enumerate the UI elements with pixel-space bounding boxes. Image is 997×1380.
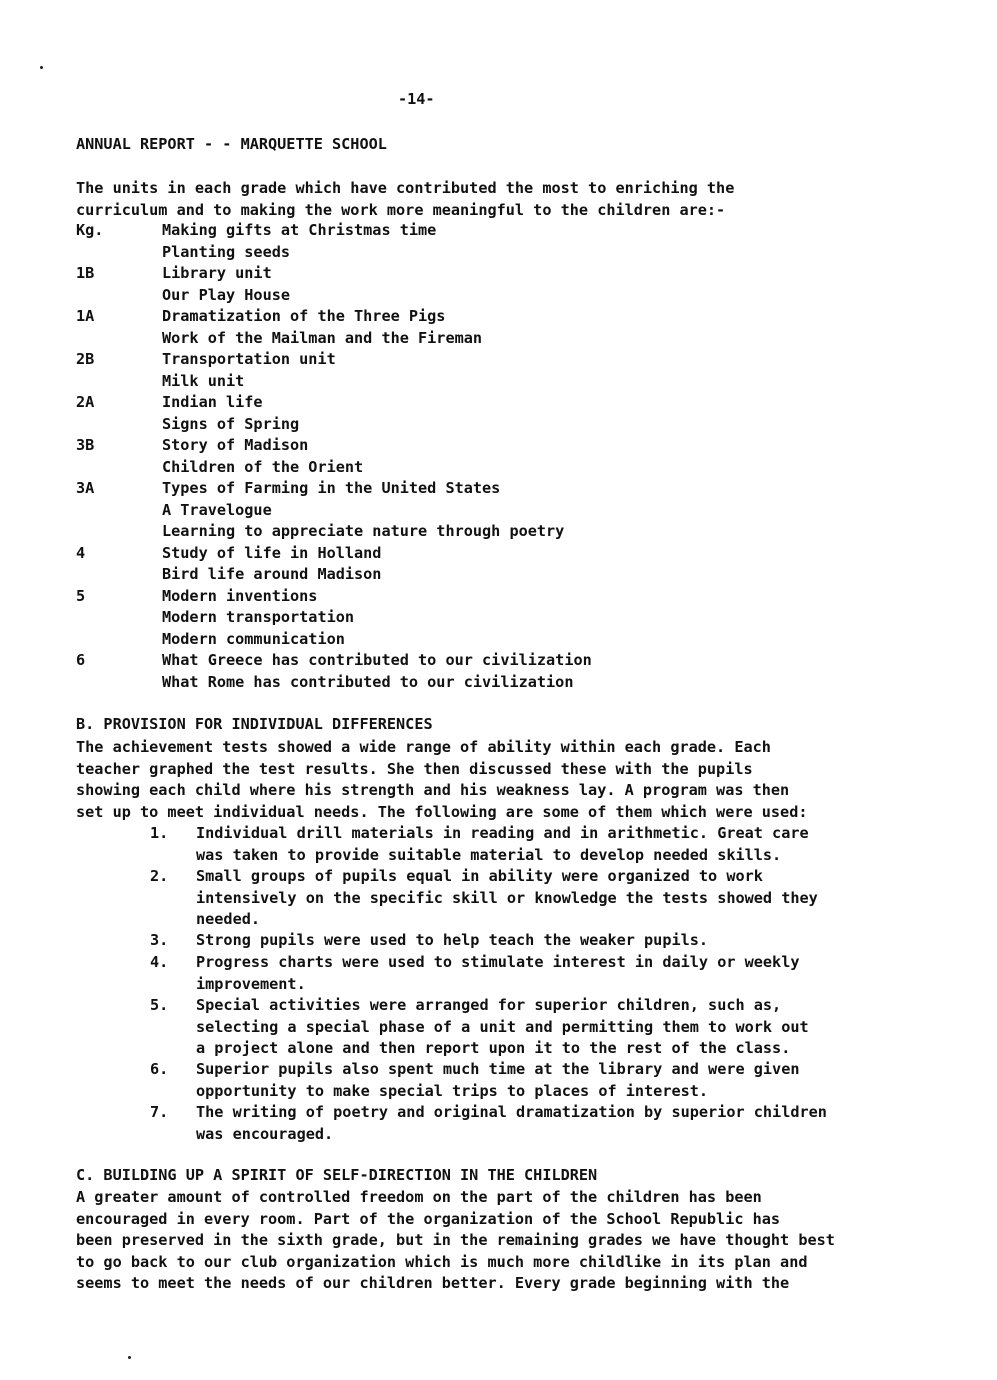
unit-grade: 5 bbox=[76, 586, 86, 605]
unit-row bbox=[76, 350, 976, 372]
unit-item: Planting seeds bbox=[162, 242, 291, 261]
section-c-paragraph bbox=[76, 1187, 976, 1295]
unit-grade: 3A bbox=[76, 479, 95, 497]
list-item-line: Special activities were arranged for superior children, such as, bbox=[196, 996, 782, 1014]
unit-row bbox=[76, 436, 976, 458]
list-item-number: 2. bbox=[150, 867, 169, 885]
unit-row bbox=[76, 630, 976, 652]
list-item-line: Progress charts were used to stimulate interest in daily or weekly bbox=[196, 953, 800, 971]
unit-row bbox=[76, 544, 976, 566]
section-c-heading: C. BUILDING UP A SPIRIT OF SELF-DIRECTION IN THE CHILDREN bbox=[76, 1166, 598, 1184]
unit-row bbox=[76, 587, 976, 609]
list-item-line: opportunity to make special trips to places of interest. bbox=[196, 1081, 709, 1100]
unit-row bbox=[76, 458, 976, 480]
section-c-line: been preserved in the sixth grade, but in the remaining grades we have thought best bbox=[76, 1231, 835, 1249]
list-item-number: 4. bbox=[150, 953, 169, 971]
unit-item: Signs of Spring bbox=[162, 414, 300, 433]
scan-mark bbox=[128, 1356, 131, 1359]
unit-item: Modern transportation bbox=[162, 608, 355, 626]
unit-item: Work of the Mailman and the Fireman bbox=[162, 328, 483, 347]
unit-item: Children of the Orient bbox=[162, 457, 364, 476]
unit-item: Modern inventions bbox=[162, 586, 318, 605]
section-c-line: encouraged in every room. Part of the organization of the School Republic has bbox=[76, 1209, 781, 1228]
unit-row bbox=[76, 243, 976, 265]
list-item-line: selecting a special phase of a unit and permitting them to work out bbox=[196, 1017, 809, 1036]
unit-item: Bird life around Madison bbox=[162, 565, 382, 583]
document-header: ANNUAL REPORT - - MARQUETTE SCHOOL bbox=[76, 135, 387, 153]
list-item-number: 6. bbox=[150, 1060, 169, 1078]
list-item-line: Small groups of pupils equal in ability were organized to work bbox=[196, 867, 763, 885]
section-c-line: to go back to our club organization which is much more childlike in its plan and bbox=[76, 1252, 808, 1271]
section-b-line: The achievement tests showed a wide range of ability within each grade. Each bbox=[76, 738, 771, 756]
list-item-number: 5. bbox=[150, 996, 169, 1014]
unit-row bbox=[76, 221, 976, 243]
list-item-line: improvement. bbox=[196, 974, 306, 993]
unit-item: Our Play House bbox=[162, 285, 291, 304]
unit-row bbox=[76, 286, 976, 308]
list-item-line: The writing of poetry and original dramatization by superior children bbox=[196, 1103, 827, 1121]
unit-item: What Rome has contributed to our civilization bbox=[162, 672, 574, 691]
page-number: -14- bbox=[398, 90, 435, 108]
unit-item: Indian life bbox=[162, 393, 263, 411]
unit-row bbox=[76, 565, 976, 587]
intro-paragraph bbox=[76, 178, 976, 221]
unit-item: Making gifts at Christmas time bbox=[162, 221, 437, 239]
unit-item: A Travelogue bbox=[162, 500, 272, 519]
intro-line: curriculum and to making the work more meaningful to the children are:- bbox=[76, 200, 726, 219]
list-item-number: 3. bbox=[150, 931, 169, 949]
section-b-heading: B. PROVISION FOR INDIVIDUAL DIFFERENCES bbox=[76, 715, 433, 733]
unit-item: Types of Farming in the United States bbox=[162, 479, 501, 497]
unit-grade: 1B bbox=[76, 264, 95, 282]
list-item-number: 1. bbox=[150, 824, 169, 842]
section-b-line: showing each child where his strength and his weakness lay. A program was then bbox=[76, 781, 790, 799]
unit-item: Milk unit bbox=[162, 371, 245, 390]
list-item-line: intensively on the specific skill or knowledge the tests showed they bbox=[196, 888, 818, 907]
unit-item: Dramatization of the Three Pigs bbox=[162, 307, 446, 325]
unit-grade: 1A bbox=[76, 307, 95, 325]
section-c-line: seems to meet the needs of our children better. Every grade beginning with the bbox=[76, 1274, 790, 1292]
unit-grade: 4 bbox=[76, 543, 86, 562]
unit-grade: 6 bbox=[76, 651, 86, 669]
unit-item: Library unit bbox=[162, 264, 272, 282]
unit-row bbox=[76, 264, 976, 286]
unit-row bbox=[76, 415, 976, 437]
unit-item: Study of life in Holland bbox=[162, 543, 382, 562]
unit-row bbox=[76, 651, 976, 673]
unit-row bbox=[76, 372, 976, 394]
unit-item: Transportation unit bbox=[162, 350, 336, 368]
list-item-line: Superior pupils also spent much time at the library and were given bbox=[196, 1060, 800, 1078]
unit-item: Story of Madison bbox=[162, 436, 309, 454]
unit-row bbox=[76, 673, 976, 695]
unit-row bbox=[76, 522, 976, 544]
list-item-line: Strong pupils were used to help teach the weaker pupils. bbox=[196, 931, 709, 949]
unit-row bbox=[76, 329, 976, 351]
unit-item: Modern communication bbox=[162, 629, 345, 648]
list-item-line: a project alone and then report upon it to the rest of the class. bbox=[196, 1039, 791, 1057]
section-b-line: teacher graphed the test results. She then discussed these with the pupils bbox=[76, 759, 753, 778]
section-b-line: set up to meet individual needs. The following are some of them which were used: bbox=[76, 802, 808, 821]
intro-line: The units in each grade which have contributed the most to enriching the bbox=[76, 179, 735, 197]
scan-mark bbox=[40, 66, 43, 69]
unit-grade: 3B bbox=[76, 436, 95, 454]
unit-row bbox=[76, 501, 976, 523]
list-item-line: Individual drill materials in reading and in arithmetic. Great care bbox=[196, 824, 809, 842]
section-c-line: A greater amount of controlled freedom on the part of the children has been bbox=[76, 1188, 762, 1206]
unit-row bbox=[76, 393, 976, 415]
section-b-paragraph bbox=[76, 737, 976, 823]
list-item-line: was encouraged. bbox=[196, 1124, 334, 1143]
list-item-line: needed. bbox=[196, 910, 261, 928]
unit-item: Learning to appreciate nature through poetry bbox=[162, 522, 565, 540]
unit-grade: 2A bbox=[76, 393, 95, 411]
unit-grade: Kg. bbox=[76, 221, 104, 239]
list-item-number: 7. bbox=[150, 1103, 169, 1121]
unit-row bbox=[76, 479, 976, 501]
unit-row bbox=[76, 608, 976, 630]
unit-grade: 2B bbox=[76, 350, 95, 368]
list-item-line: was taken to provide suitable material to develop needed skills. bbox=[196, 845, 782, 864]
unit-item: What Greece has contributed to our civilization bbox=[162, 651, 592, 669]
unit-row bbox=[76, 307, 976, 329]
